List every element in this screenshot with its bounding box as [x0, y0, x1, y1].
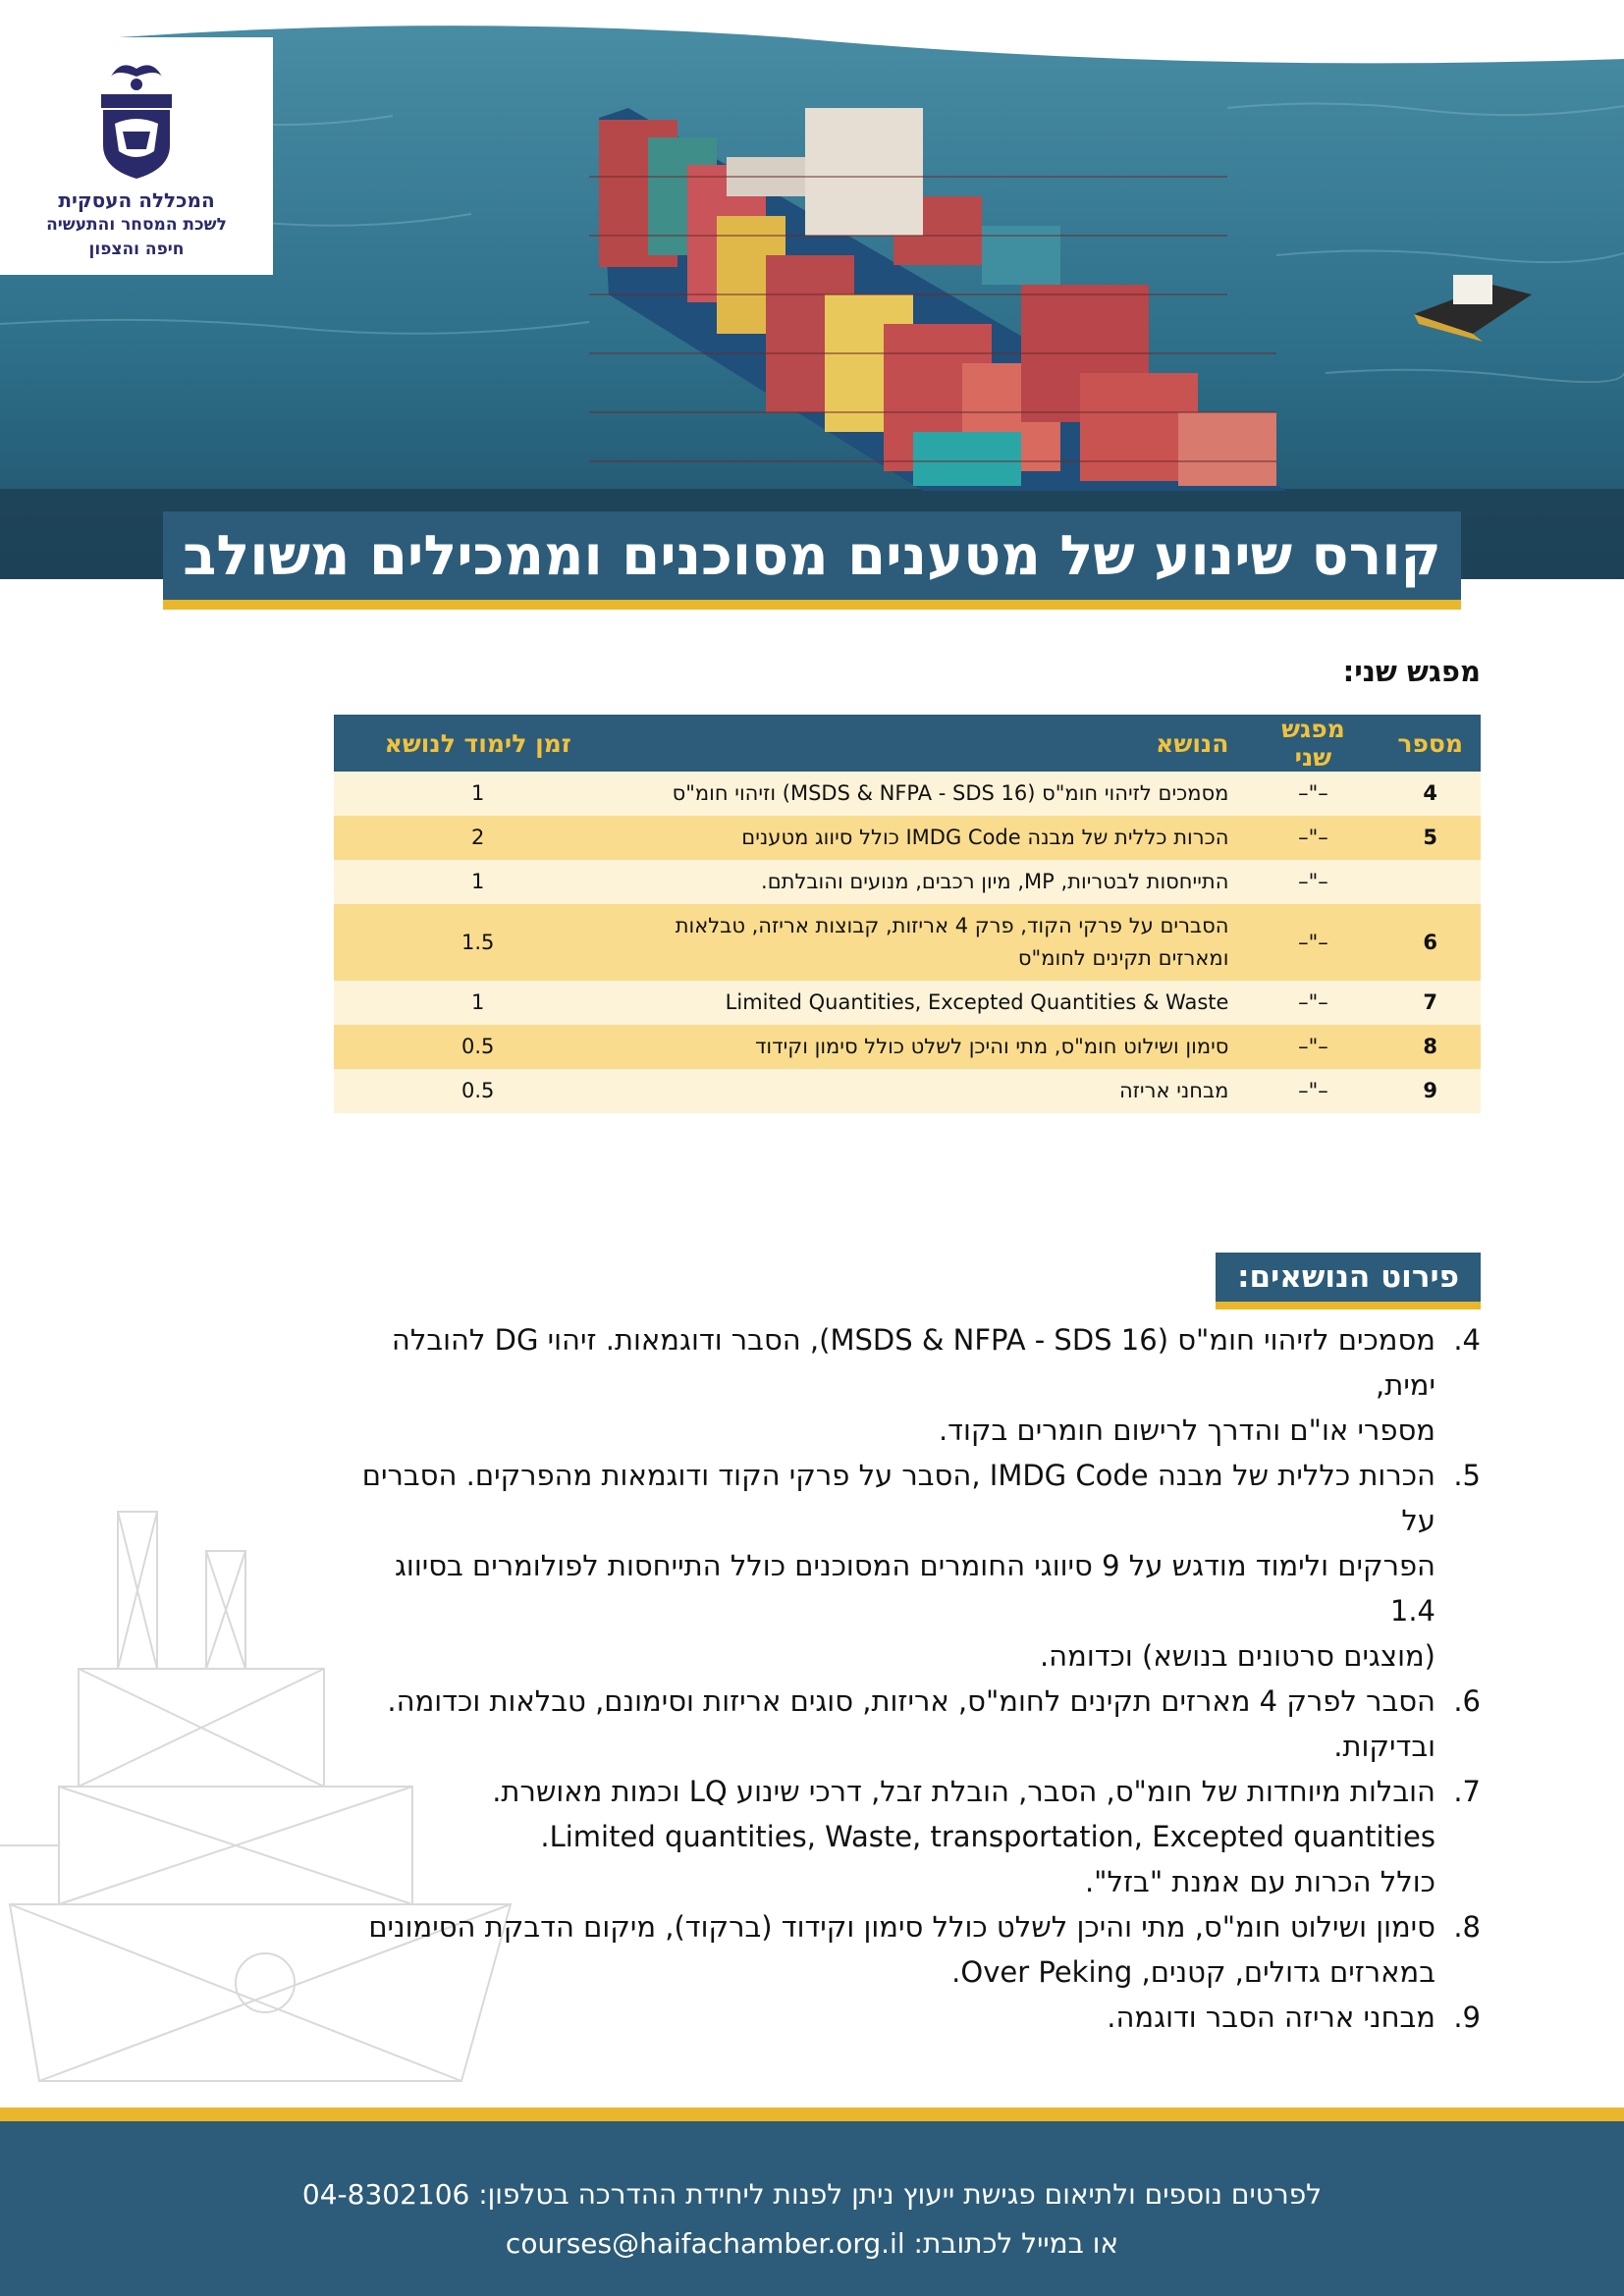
table-row — [334, 904, 1481, 981]
item-number: 5. — [1453, 1459, 1481, 1492]
item-line: במארזים גדולים, קטנים, Over Peking. — [951, 1955, 1435, 1989]
row-time: 0.5 — [334, 1025, 622, 1069]
item-line: מספרי או"ם והדרך לרישום חומרים בקוד. — [938, 1414, 1435, 1447]
row-meeting: –"– — [1246, 772, 1380, 816]
row-time: 0.5 — [334, 1069, 622, 1113]
table-row — [334, 816, 1481, 860]
item-line: הכרות כללית של מבנה IMDG Code ,הסבר על פרקי הקוד ודוגמאות מהפרקים. הסברים על — [361, 1459, 1435, 1537]
table-header-row — [334, 715, 1481, 772]
table-row — [334, 772, 1481, 816]
item-number: 4. — [1453, 1323, 1481, 1357]
topics-table — [334, 715, 1481, 1113]
item-line: Limited quantities, Waste, transportation, Excepted quantities. — [540, 1820, 1435, 1853]
item-number: 7. — [1453, 1775, 1481, 1808]
table-row — [334, 1025, 1481, 1069]
table-row — [334, 981, 1481, 1025]
row-meeting: –"– — [1246, 1025, 1380, 1069]
list-item — [342, 1453, 1481, 1679]
list-item — [342, 1995, 1481, 2040]
row-number: 8 — [1380, 1025, 1481, 1069]
row-time: 1 — [334, 772, 622, 816]
row-meeting: –"– — [1246, 816, 1380, 860]
row-topic: Limited Quantities, Excepted Quantities & Waste — [622, 981, 1246, 1025]
row-number: 6 — [1380, 904, 1481, 981]
item-line: כולל הכרות עם אמנת "בזל". — [1084, 1865, 1435, 1898]
item-line: הובלות מיוחדות של חומ"ס, הסבר, הובלת זבל, דרכי שינוע LQ וכמות מאושרת. — [492, 1775, 1435, 1808]
logo-line-3: חיפה והצפון — [88, 240, 185, 259]
row-number — [1380, 860, 1481, 904]
row-time: 2 — [334, 816, 622, 860]
row-time: 1.5 — [334, 904, 622, 981]
row-number: 7 — [1380, 981, 1481, 1025]
footer-accent-bar — [0, 2108, 1624, 2121]
page-title: קורס שינוע של מטענים מסוכנים וממכילים משולב — [183, 523, 1441, 588]
shield-crest-icon — [97, 55, 176, 181]
row-meeting: –"– — [1246, 904, 1380, 981]
details-heading: פירוט הנושאים: — [1216, 1253, 1481, 1309]
item-number: 9. — [1453, 2001, 1481, 2034]
header-time: זמן לימוד לנושא — [334, 715, 622, 772]
footer-email-line: או במייל לכתובת: courses@haifachamber.org.il — [505, 2227, 1119, 2260]
logo — [0, 37, 273, 275]
row-number: 9 — [1380, 1069, 1481, 1113]
header-topic: הנושא — [622, 715, 1246, 772]
row-topic: התייחסות לבטריות, MP, מיון רכבים, מנועים והובלתם. — [622, 860, 1246, 904]
row-topic: מסמכים לזיהוי חומ"ס (MSDS & NFPA - SDS 16) וזיהוי חומ"ס — [622, 772, 1246, 816]
logo-line-2: לשכת המסחר והתעשיה — [46, 215, 227, 235]
item-line: הפרקים ולימוד מודגש על 9 סיווגי החומרים המסוכנים כולל התייחסות לפולומרים בסיווג 1.4 — [394, 1549, 1435, 1628]
footer — [0, 2121, 1624, 2296]
details-list — [342, 1317, 1481, 2040]
row-topic: הכרות כללית של מבנה IMDG Code כולל סיווג מטענים — [622, 816, 1246, 860]
row-topic: הסברים על פרקי הקוד, פרק 4 אריזות, קבוצות אריזה, טבלאות ומארזים תקינים לחומ"ס — [622, 904, 1246, 981]
item-line: מסמכים לזיהוי חומ"ס (MSDS & NFPA - SDS 16), הסבר ודוגמאות. זיהוי DG להובלה ימית, — [391, 1323, 1435, 1402]
logo-line-1: המכללה העסקית — [58, 188, 215, 212]
row-topic: סימון ושילוט חומ"ס, מתי והיכן לשלט כולל סימון וקידוד — [622, 1025, 1246, 1069]
title-banner — [163, 511, 1461, 610]
row-meeting: –"– — [1246, 981, 1380, 1025]
item-line: (מוצגים סרטונים בנושא) וכדומה. — [1039, 1639, 1435, 1673]
list-item — [342, 1317, 1481, 1453]
table-row — [334, 1069, 1481, 1113]
meeting-label: מפגש שני: — [1342, 655, 1481, 688]
row-meeting: –"– — [1246, 860, 1380, 904]
header-number: מספר — [1380, 715, 1481, 772]
row-time: 1 — [334, 860, 622, 904]
row-number: 4 — [1380, 772, 1481, 816]
row-time: 1 — [334, 981, 622, 1025]
item-line: סימון ושילוט חומ"ס, מתי והיכן לשלט כולל סימון וקידוד (ברקוד), מיקום הדבקת הסימונים — [368, 1910, 1435, 1944]
list-item — [342, 1904, 1481, 1995]
footer-phone-line: לפרטים נוספים ולתיאום פגישת ייעוץ ניתן לפנות ליחידת ההדרכה בטלפון: 04-8302106 — [301, 2178, 1323, 2211]
item-number: 8. — [1453, 1910, 1481, 1944]
item-line: מבחני אריזה הסבר ודוגמה. — [1107, 2001, 1435, 2034]
list-item — [342, 1769, 1481, 1904]
row-number: 5 — [1380, 816, 1481, 860]
row-topic: מבחני אריזה — [622, 1069, 1246, 1113]
table-row — [334, 860, 1481, 904]
header-meeting: מפגש שני — [1246, 715, 1380, 772]
list-item — [342, 1679, 1481, 1769]
row-meeting: –"– — [1246, 1069, 1380, 1113]
item-line: הסבר לפרק 4 מארזים תקינים לחומ"ס, אריזות, סוגים אריזות וסימונם, טבלאות וכדומה. ובדיקות. — [387, 1684, 1435, 1763]
item-number: 6. — [1453, 1684, 1481, 1718]
